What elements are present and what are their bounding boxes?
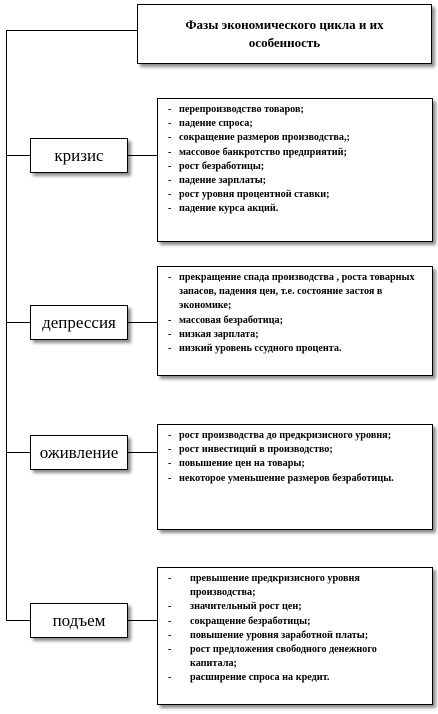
list-item: - рост инвестиций в производство; bbox=[168, 443, 426, 457]
list-item: - сокращение безработицы; bbox=[168, 615, 426, 629]
connector-phase-1 bbox=[6, 155, 30, 156]
list-item: - некоторое уменьшение размеров безработицы. bbox=[168, 472, 426, 486]
list-item: - падение спроса; bbox=[168, 117, 426, 131]
list-item: - падение зарплаты; bbox=[168, 174, 426, 188]
list-item: - низкая зарплата; bbox=[168, 328, 426, 342]
list-item: - повышение уровня заработной платы; bbox=[168, 629, 426, 643]
phase-crisis: кризис bbox=[30, 138, 128, 173]
list-item: - падение курса акций. bbox=[168, 202, 426, 216]
connector-detail-2 bbox=[128, 322, 157, 323]
list-item: - сокращение размеров производства,; bbox=[168, 131, 426, 145]
connector-title bbox=[6, 30, 137, 31]
main-vertical-line bbox=[6, 30, 7, 620]
boom-features bbox=[157, 567, 433, 705]
phase-boom: подъем bbox=[30, 603, 128, 638]
depression-features bbox=[157, 266, 433, 376]
list-item: - превышение предкризисного уровня производства; bbox=[168, 572, 426, 600]
connector-phase-4 bbox=[6, 620, 30, 621]
connector-phase-3 bbox=[6, 452, 30, 453]
phase-recovery: оживление bbox=[30, 435, 128, 470]
list-item: - низкий уровень ссудного процента. bbox=[168, 342, 426, 356]
list-item: - повышение цен на товары; bbox=[168, 457, 426, 471]
connector-phase-2 bbox=[6, 322, 30, 323]
list-item: - массовое банкротство предприятий; bbox=[168, 146, 426, 160]
phase-depression: депрессия bbox=[30, 305, 128, 340]
list-item: - перепроизводство товаров; bbox=[168, 103, 426, 117]
connector-detail-3 bbox=[128, 452, 157, 453]
crisis-features bbox=[157, 98, 433, 242]
diagram-title: Фазы экономического цикла и их особенность bbox=[137, 4, 432, 64]
list-item: - рост производства до предкризисного уровня; bbox=[168, 429, 426, 443]
list-item: - массовая безработица; bbox=[168, 314, 426, 328]
list-item: - значительный рост цен; bbox=[168, 600, 426, 614]
list-item: - рост предложения свободного денежного капитала; bbox=[168, 643, 426, 671]
connector-detail-4 bbox=[128, 620, 157, 621]
recovery-features bbox=[157, 424, 433, 530]
list-item: - расширение спроса на кредит. bbox=[168, 671, 426, 685]
connector-detail-1 bbox=[128, 155, 157, 156]
list-item: - прекращение спада производства , роста товарных запасов, падения цен, т.е. состояние застоя в экономике; bbox=[168, 271, 426, 314]
list-item: - рост уровня процентной ставки; bbox=[168, 188, 426, 202]
list-item: - рост безработицы; bbox=[168, 160, 426, 174]
